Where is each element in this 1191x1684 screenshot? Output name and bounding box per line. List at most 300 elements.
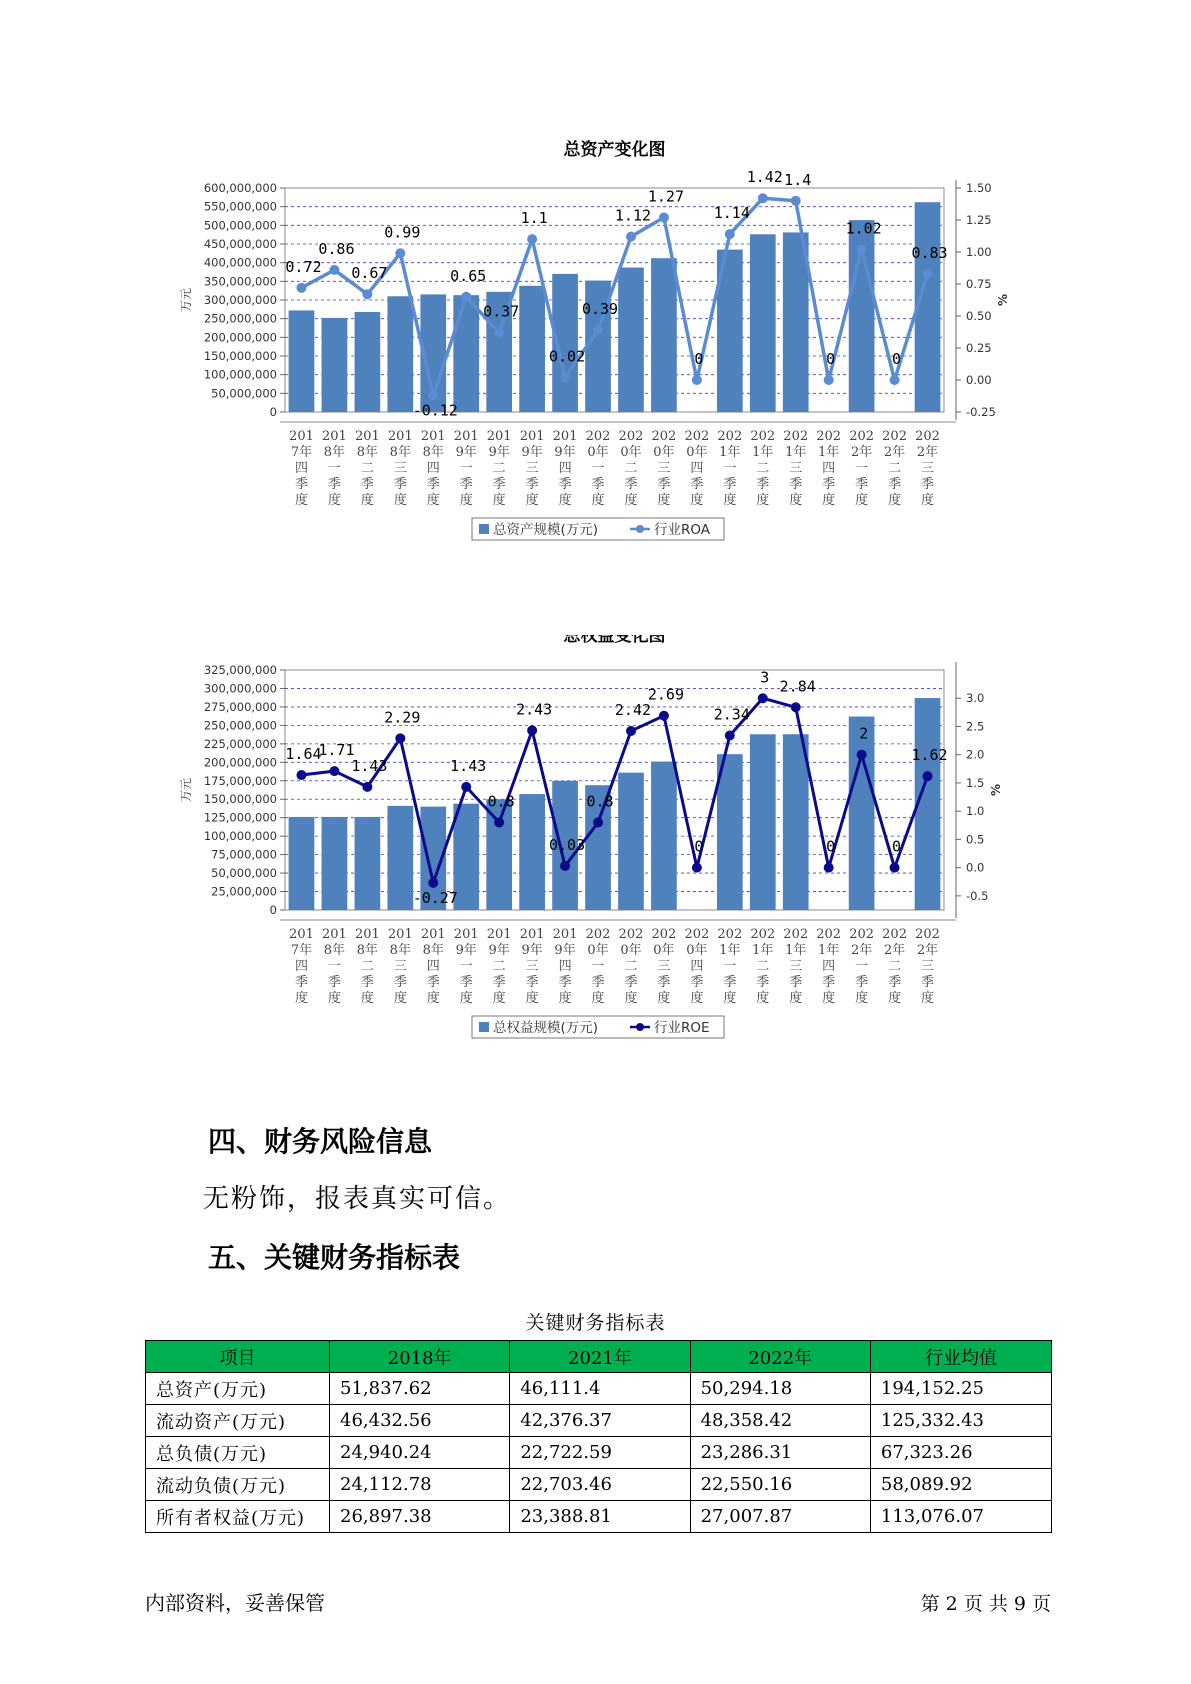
y-tick-label: 125,000,000: [203, 810, 277, 825]
series-point: [428, 878, 438, 888]
x-tick-label: 二: [492, 959, 506, 974]
y2-tick-label: 1.5: [966, 775, 985, 790]
legend-bar-swatch: [479, 1022, 489, 1032]
x-tick-label: 四: [822, 461, 836, 476]
x-tick-label: 度: [624, 493, 638, 508]
x-tick-label: 二: [888, 461, 902, 476]
x-tick-label: 季: [789, 975, 803, 990]
x-tick-label: 一: [327, 959, 341, 974]
x-tick-label: 三: [525, 461, 539, 476]
series-point: [593, 325, 603, 335]
legend-line-marker: [636, 525, 644, 533]
bar: [849, 717, 875, 910]
x-tick-label: 季: [393, 477, 407, 492]
data-label: -0.27: [412, 888, 458, 907]
data-label: 0: [826, 837, 836, 856]
x-tick-label: 201: [354, 429, 380, 444]
y-tick-label: 0: [269, 903, 277, 917]
y-tick-label: 150,000,000: [203, 792, 277, 807]
y-axis-label: 万元: [179, 287, 193, 313]
x-tick-label: 季: [921, 975, 935, 990]
y-tick-label: 175,000,000: [203, 773, 277, 788]
y2-tick-label: 0.5: [966, 832, 985, 847]
chart-title: 总资产变化图: [563, 140, 666, 160]
y-tick-label: 550,000,000: [203, 199, 277, 214]
x-tick-label: 季: [657, 975, 671, 990]
x-tick-label: 度: [888, 493, 902, 508]
table-cell: 50,294.18: [690, 1373, 870, 1405]
x-tick-label: 201: [453, 429, 479, 444]
table-cell: 42,376.37: [510, 1405, 690, 1437]
x-tick-label: 度: [492, 991, 506, 1006]
x-tick-label: 三: [393, 461, 407, 476]
x-tick-label: 0年: [587, 445, 609, 460]
series-point: [725, 229, 735, 239]
x-tick-label: 1年: [752, 943, 774, 958]
data-label: 0: [892, 350, 902, 368]
x-tick-label: 1年: [719, 445, 741, 460]
x-tick-label: 201: [486, 927, 512, 942]
x-tick-label: 度: [360, 991, 374, 1006]
series-point: [791, 702, 801, 712]
bar: [783, 734, 809, 910]
x-tick-label: 201: [289, 429, 314, 444]
table-row: [146, 1501, 1052, 1533]
bar: [322, 318, 348, 412]
legend-line-label: 行业ROA: [654, 522, 711, 538]
x-tick-label: 三: [525, 959, 539, 974]
y2-tick-label: 0.25: [966, 341, 992, 355]
x-tick-label: 四: [822, 959, 836, 974]
kpi-header-2022: 2022年: [690, 1341, 870, 1373]
table-row: [146, 1437, 1052, 1469]
x-tick-label: 季: [822, 975, 836, 990]
y-tick-label: 325,000,000: [203, 663, 277, 677]
x-tick-label: 7年: [290, 943, 313, 958]
x-tick-label: 度: [360, 493, 374, 508]
x-tick-label: 二: [756, 461, 770, 476]
bar: [453, 295, 479, 412]
y2-tick-label: 2.5: [966, 719, 985, 734]
footer-confidential-note: 内部资料，妥善保管: [145, 1591, 325, 1615]
bar: [750, 234, 776, 412]
x-tick-label: 季: [525, 477, 539, 492]
series-point: [461, 782, 471, 792]
y2-tick-label: 2.0: [966, 747, 985, 762]
y-tick-label: 0: [269, 405, 277, 419]
x-tick-label: 度: [723, 493, 737, 508]
x-tick-label: 季: [624, 477, 638, 492]
table-cell: 125,332.43: [870, 1405, 1051, 1437]
series-point: [626, 726, 636, 736]
x-tick-label: 9年: [554, 445, 576, 460]
data-label: 0: [694, 837, 704, 856]
x-tick-label: 度: [558, 493, 572, 508]
x-tick-label: 季: [822, 477, 836, 492]
x-tick-label: 2年: [916, 445, 939, 460]
table-cell: 23,286.31: [690, 1437, 870, 1469]
x-tick-label: 度: [591, 991, 605, 1006]
total-equity-chart-svg: [0, 635, 1191, 1090]
bar: [289, 310, 315, 412]
x-tick-label: 季: [756, 975, 770, 990]
x-tick-label: 8年: [389, 943, 411, 958]
x-tick-label: 7年: [290, 445, 313, 460]
x-tick-label: 度: [459, 991, 473, 1006]
table-cell: 总负债(万元): [146, 1437, 330, 1469]
x-tick-label: 度: [789, 493, 803, 508]
x-tick-label: 季: [459, 477, 473, 492]
data-label: 2.34: [713, 705, 750, 724]
x-tick-label: 度: [690, 991, 704, 1006]
x-tick-label: 一: [855, 461, 869, 476]
x-tick-label: 度: [624, 991, 638, 1006]
y2-tick-label: 1.25: [966, 213, 992, 227]
data-label: 0.99: [384, 223, 421, 242]
total-assets-chart-svg: [0, 135, 1191, 595]
x-tick-label: 0年: [620, 445, 642, 460]
x-tick-label: 三: [657, 959, 671, 974]
x-tick-label: 四: [294, 959, 308, 974]
x-tick-label: 202: [717, 927, 743, 942]
kpi-table-caption: 关键财务指标表: [525, 1312, 666, 1334]
data-label: 0.39: [581, 300, 619, 319]
y-tick-label: 250,000,000: [203, 311, 277, 326]
x-tick-label: 202: [750, 927, 776, 942]
x-tick-label: 201: [519, 429, 545, 444]
x-tick-label: 202: [651, 927, 677, 942]
kpi-header-2018: 2018年: [330, 1341, 510, 1373]
x-tick-label: 202: [849, 429, 875, 444]
x-tick-label: 度: [921, 493, 935, 508]
data-label: 2.42: [614, 700, 652, 719]
table-cell: 58,089.92: [870, 1469, 1051, 1501]
x-tick-label: 四: [558, 959, 572, 974]
table-cell: 24,112.78: [330, 1469, 510, 1501]
data-label: 0.83: [911, 243, 948, 262]
data-label: 1.43: [450, 756, 487, 775]
x-tick-label: 季: [756, 477, 770, 492]
table-cell: 194,152.25: [870, 1373, 1051, 1405]
data-label: 2: [859, 724, 869, 743]
y2-tick-label: 3.0: [966, 691, 985, 706]
x-tick-label: 季: [558, 477, 572, 492]
x-tick-label: 季: [591, 477, 605, 492]
series-point: [494, 328, 504, 338]
data-label: 1.27: [647, 187, 684, 206]
table-cell: 48,358.42: [690, 1405, 870, 1437]
data-label: 0.03: [549, 835, 586, 854]
series-point: [362, 782, 372, 792]
y-tick-label: 275,000,000: [203, 699, 277, 714]
x-tick-label: 一: [855, 959, 869, 974]
x-tick-label: 202: [651, 429, 677, 444]
x-tick-label: 度: [294, 493, 308, 508]
bar: [651, 762, 677, 910]
y2-axis-label: %: [989, 783, 1003, 797]
x-tick-label: 度: [822, 493, 836, 508]
x-tick-label: 201: [453, 927, 479, 942]
x-tick-label: 季: [327, 477, 341, 492]
x-tick-label: 季: [426, 975, 440, 990]
x-tick-label: 度: [921, 991, 935, 1006]
x-tick-label: 1年: [818, 943, 840, 958]
x-tick-label: 8年: [356, 445, 379, 460]
x-tick-label: 季: [459, 975, 473, 990]
table-cell: 流动负债(万元): [146, 1469, 330, 1501]
x-tick-label: 201: [387, 429, 413, 444]
x-tick-label: 季: [492, 975, 506, 990]
x-tick-label: 季: [690, 975, 704, 990]
data-label: 0.8: [586, 792, 614, 811]
x-tick-label: 8年: [422, 943, 444, 958]
x-tick-label: 202: [783, 927, 809, 942]
data-label: 1.12: [614, 206, 652, 225]
data-label: 0.67: [351, 264, 388, 283]
kpi-header-item: 项目: [146, 1341, 330, 1373]
y-tick-label: 200,000,000: [203, 330, 277, 345]
series-point: [758, 193, 768, 203]
series-point: [659, 212, 669, 222]
x-tick-label: 度: [756, 991, 770, 1006]
risk-section-heading: 四、财务风险信息: [208, 1125, 433, 1158]
x-tick-label: 季: [426, 477, 440, 492]
x-tick-label: 一: [591, 461, 605, 476]
x-tick-label: 季: [855, 477, 869, 492]
series-point: [527, 234, 537, 244]
table-cell: 67,323.26: [870, 1437, 1051, 1469]
table-row: [146, 1405, 1052, 1437]
kpi-header-industry-avg: 行业均值: [870, 1341, 1051, 1373]
x-tick-label: 度: [756, 493, 770, 508]
x-tick-label: 一: [459, 959, 473, 974]
bar: [322, 817, 348, 910]
x-tick-label: 1年: [719, 943, 741, 958]
x-tick-label: 季: [921, 477, 935, 492]
bar: [387, 806, 413, 910]
x-tick-label: 四: [426, 461, 440, 476]
x-tick-label: 度: [888, 991, 902, 1006]
x-tick-label: 三: [921, 959, 935, 974]
x-tick-label: 1年: [785, 943, 807, 958]
data-label: 1.14: [713, 204, 750, 223]
y2-tick-label: -0.25: [966, 405, 996, 419]
x-tick-label: 季: [327, 975, 341, 990]
x-tick-label: 0年: [587, 943, 609, 958]
x-tick-label: 三: [789, 461, 803, 476]
x-tick-label: 三: [657, 461, 671, 476]
data-label: 0: [694, 350, 704, 368]
x-tick-label: 度: [690, 493, 704, 508]
series-point: [857, 244, 867, 254]
x-tick-label: 四: [690, 959, 704, 974]
y-tick-label: 200,000,000: [203, 755, 277, 770]
table-row: [146, 1373, 1052, 1405]
x-tick-label: 度: [492, 493, 506, 508]
data-label: 1.71: [318, 741, 355, 760]
x-tick-label: 一: [459, 461, 473, 476]
x-tick-label: 季: [558, 975, 572, 990]
x-tick-label: 8年: [389, 445, 411, 460]
x-tick-label: 201: [552, 429, 578, 444]
x-tick-label: 二: [624, 461, 638, 476]
x-tick-label: 202: [915, 429, 940, 444]
table-row: [146, 1469, 1052, 1501]
y-tick-label: 250,000,000: [203, 718, 277, 733]
data-label: -0.12: [412, 401, 458, 420]
x-tick-label: 季: [393, 975, 407, 990]
kpi-table: [145, 1340, 1052, 1533]
data-label: 1.64: [285, 745, 322, 764]
x-tick-label: 度: [723, 991, 737, 1006]
x-tick-label: 度: [393, 493, 407, 508]
bar: [486, 799, 512, 910]
x-tick-label: 202: [618, 429, 644, 444]
series-point: [923, 269, 933, 279]
x-tick-label: 0年: [686, 943, 708, 958]
x-tick-label: 四: [294, 461, 308, 476]
x-tick-label: 201: [289, 927, 314, 942]
data-label: 1.1: [520, 209, 548, 228]
y-tick-label: 50,000,000: [211, 866, 277, 881]
legend-bar-label: 总权益规模(万元): [493, 1020, 599, 1036]
kpi-table-header-row: [146, 1341, 1052, 1373]
x-tick-label: 2年: [850, 943, 873, 958]
x-tick-label: 季: [723, 477, 737, 492]
table-cell: 113,076.07: [870, 1501, 1051, 1533]
x-tick-label: 202: [849, 927, 875, 942]
x-tick-label: 三: [393, 959, 407, 974]
series-point: [461, 292, 471, 302]
series-point: [857, 750, 867, 760]
kpi-header-2021: 2021年: [510, 1341, 690, 1373]
x-tick-label: 202: [585, 429, 611, 444]
series-point: [494, 817, 504, 827]
x-tick-label: 202: [684, 927, 710, 942]
y2-tick-label: -0.5: [966, 888, 989, 903]
y-tick-label: 100,000,000: [203, 367, 277, 382]
x-tick-label: 二: [360, 461, 374, 476]
footer-page-number: 第 2 页 共 9 页: [920, 1593, 1051, 1615]
legend-bar-label: 总资产规模(万元): [493, 522, 599, 538]
x-tick-label: 季: [690, 477, 704, 492]
x-tick-label: 202: [816, 429, 842, 444]
y-tick-label: 300,000,000: [203, 293, 277, 307]
data-label: 0.65: [450, 266, 487, 285]
data-label: 1.43: [351, 756, 388, 775]
x-tick-label: 1年: [818, 445, 840, 460]
x-tick-label: 度: [327, 991, 341, 1006]
y-tick-label: 225,000,000: [203, 736, 277, 751]
x-tick-label: 202: [717, 429, 743, 444]
series-point: [395, 733, 405, 743]
x-tick-label: 度: [558, 991, 572, 1006]
y2-tick-label: 0.00: [966, 373, 992, 387]
bar: [355, 312, 381, 412]
data-label: 0: [892, 837, 902, 856]
y2-tick-label: 1.0: [966, 804, 985, 819]
x-tick-label: 202: [915, 927, 940, 942]
bar: [387, 296, 413, 412]
x-tick-label: 9年: [521, 943, 543, 958]
x-tick-label: 度: [855, 991, 869, 1006]
x-tick-label: 季: [591, 975, 605, 990]
risk-section-text: 无粉饰，报表真实可信。: [203, 1184, 512, 1214]
x-tick-label: 度: [855, 493, 869, 508]
bar: [651, 258, 677, 412]
x-tick-label: 二: [624, 959, 638, 974]
x-tick-label: 季: [360, 477, 374, 492]
x-tick-label: 201: [420, 927, 446, 942]
legend-line-label: 行业ROE: [654, 1020, 710, 1036]
series-point: [824, 375, 834, 385]
y-tick-label: 600,000,000: [203, 181, 277, 195]
bar: [289, 817, 315, 910]
series-point: [824, 863, 834, 873]
table-cell: 流动资产(万元): [146, 1405, 330, 1437]
x-tick-label: 202: [684, 429, 710, 444]
x-tick-label: 一: [723, 461, 737, 476]
series-point: [791, 196, 801, 206]
x-tick-label: 三: [921, 461, 935, 476]
series-point: [329, 766, 339, 776]
x-tick-label: 季: [855, 975, 869, 990]
kpi-section-heading: 五、关键财务指标表: [208, 1241, 461, 1274]
x-tick-label: 0年: [686, 445, 708, 460]
x-tick-label: 9年: [521, 445, 543, 460]
x-tick-label: 四: [426, 959, 440, 974]
y2-axis-label: %: [996, 293, 1010, 307]
series-point: [296, 283, 306, 293]
y-tick-label: 350,000,000: [203, 274, 277, 289]
data-label: 0.8: [487, 792, 515, 811]
table-cell: 总资产(万元): [146, 1373, 330, 1405]
x-tick-label: 度: [426, 493, 440, 508]
x-tick-label: 0年: [653, 445, 675, 460]
bar: [355, 817, 381, 910]
total-equity-chart: [0, 635, 1191, 1090]
series-point: [560, 861, 570, 871]
y2-tick-label: 1.50: [966, 181, 992, 195]
y-axis-label: 万元: [179, 777, 193, 803]
x-tick-label: 201: [322, 927, 347, 942]
x-tick-label: 201: [519, 927, 545, 942]
y2-tick-label: 0.0: [966, 860, 985, 875]
x-tick-label: 季: [789, 477, 803, 492]
x-tick-label: 201: [322, 429, 347, 444]
table-cell: 24,940.24: [330, 1437, 510, 1469]
x-tick-label: 度: [525, 991, 539, 1006]
x-tick-label: 季: [624, 975, 638, 990]
x-tick-label: 202: [783, 429, 809, 444]
x-tick-label: 9年: [488, 943, 510, 958]
x-tick-label: 201: [552, 927, 578, 942]
x-tick-label: 202: [750, 429, 776, 444]
x-tick-label: 度: [426, 991, 440, 1006]
series-point: [593, 817, 603, 827]
legend-line-marker: [636, 1023, 644, 1031]
table-cell: 22,722.59: [510, 1437, 690, 1469]
total-assets-chart: [0, 135, 1191, 595]
series-point: [890, 375, 900, 385]
x-tick-label: 0年: [653, 943, 675, 958]
series-point: [923, 771, 933, 781]
series-point: [428, 390, 438, 400]
x-tick-label: 度: [657, 493, 671, 508]
x-tick-label: 度: [591, 493, 605, 508]
data-label: 0.86: [318, 239, 355, 258]
x-tick-label: 二: [756, 959, 770, 974]
